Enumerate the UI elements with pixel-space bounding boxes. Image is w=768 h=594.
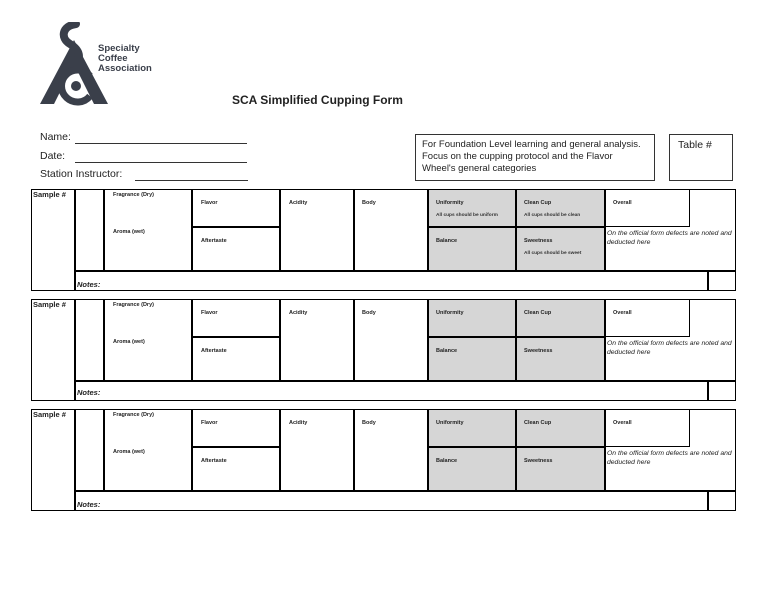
instructor-label: Station Instructor:	[40, 168, 123, 180]
instructor-line[interactable]	[135, 180, 248, 181]
sample-number-cell[interactable]	[31, 189, 75, 291]
sample-label: Sample #	[33, 410, 66, 419]
score-cell[interactable]	[75, 189, 104, 271]
balance-label: Balance	[436, 458, 458, 464]
name-line[interactable]	[75, 143, 247, 144]
clean-cup-label: Clean Cup	[524, 420, 552, 426]
notes-cell[interactable]	[75, 271, 708, 291]
balance-label: Balance	[436, 348, 458, 354]
notes-cell[interactable]	[75, 491, 708, 511]
logo-wordmark	[98, 44, 152, 74]
logo-line-3: Association	[98, 63, 152, 74]
notes-label: Notes:	[77, 388, 101, 397]
notes-label: Notes:	[77, 280, 101, 289]
total-cell[interactable]	[708, 491, 736, 511]
aftertaste-label: Aftertaste	[201, 458, 227, 464]
clean-cup-cell[interactable]	[516, 299, 605, 337]
sweetness-cell[interactable]	[516, 337, 605, 381]
uniformity-label: Uniformity	[436, 200, 464, 206]
total-cell[interactable]	[708, 381, 736, 401]
aftertaste-label: Aftertaste	[201, 348, 227, 354]
clean-cup-cell[interactable]	[516, 189, 605, 227]
score-cell[interactable]	[75, 299, 104, 381]
sweetness-label: Sweetness	[524, 458, 553, 464]
table-number-box[interactable]	[669, 134, 733, 181]
sample-label: Sample #	[33, 190, 66, 199]
uniformity-cell[interactable]	[428, 409, 516, 447]
aroma-label: Aroma (wet)	[113, 449, 145, 455]
clean-cup-note: All cups should be clean	[524, 213, 581, 218]
uniformity-note: All cups should be uniform	[436, 213, 498, 218]
sweetness-note: All cups should be sweet	[524, 251, 582, 256]
acidity-label: Acidity	[289, 420, 308, 426]
score-cell[interactable]	[75, 409, 104, 491]
fragrance-label: Fragrance (Dry)	[113, 412, 154, 418]
body-label: Body	[362, 310, 376, 316]
uniformity-label: Uniformity	[436, 310, 464, 316]
flavor-label: Flavor	[201, 310, 218, 316]
sweetness-cell[interactable]	[516, 447, 605, 491]
balance-cell[interactable]	[428, 447, 516, 491]
clean-cup-cell[interactable]	[516, 409, 605, 447]
clean-cup-label: Clean Cup	[524, 200, 552, 206]
body-label: Body	[362, 420, 376, 426]
uniformity-cell[interactable]	[428, 189, 516, 227]
balance-cell[interactable]	[428, 227, 516, 271]
flavor-cell[interactable]	[192, 299, 280, 337]
acidity-label: Acidity	[289, 200, 308, 206]
instructor-field[interactable]	[40, 168, 122, 180]
overall-label: Overall	[613, 420, 632, 426]
total-cell[interactable]	[708, 271, 736, 291]
notes-cell[interactable]	[75, 381, 708, 401]
sample-number-cell[interactable]	[31, 409, 75, 511]
body-label: Body	[362, 200, 376, 206]
aftertaste-cell[interactable]	[192, 227, 280, 271]
overall-label: Overall	[613, 310, 632, 316]
notes-label: Notes:	[77, 500, 101, 509]
aftertaste-label: Aftertaste	[201, 238, 227, 244]
balance-label: Balance	[436, 238, 458, 244]
logo-line-1: Specialty	[98, 43, 140, 54]
aftertaste-cell[interactable]	[192, 447, 280, 491]
flavor-cell[interactable]	[192, 409, 280, 447]
sample-label: Sample #	[33, 300, 66, 309]
date-field[interactable]	[40, 150, 65, 162]
sweetness-label: Sweetness	[524, 348, 553, 354]
defects-note: On the official form defects are noted and deducted here	[607, 450, 732, 466]
sweetness-label: Sweetness	[524, 238, 553, 244]
uniformity-cell[interactable]	[428, 299, 516, 337]
overall-label: Overall	[613, 200, 632, 206]
date-label: Date:	[40, 150, 66, 162]
flavor-label: Flavor	[201, 420, 218, 426]
aroma-label: Aroma (wet)	[113, 229, 145, 235]
aroma-label: Aroma (wet)	[113, 339, 145, 345]
sample-block-1	[31, 189, 736, 291]
fragrance-label: Fragrance (Dry)	[113, 192, 154, 198]
flavor-cell[interactable]	[192, 189, 280, 227]
name-label: Name:	[40, 131, 71, 143]
sample-block-2	[31, 299, 736, 401]
sample-number-cell[interactable]	[31, 299, 75, 401]
logo-line-2: Coffee	[98, 53, 128, 64]
uniformity-label: Uniformity	[436, 420, 464, 426]
fragrance-label: Fragrance (Dry)	[113, 302, 154, 308]
form-title: SCA Simplified Cupping Form	[232, 93, 403, 107]
info-box: For Foundation Level learning and general analysis. Focus on the cupping protocol and the Flavor Wheel's general categories	[415, 134, 655, 181]
defects-note: On the official form defects are noted and deducted here	[607, 230, 732, 246]
sweetness-cell[interactable]	[516, 227, 605, 271]
defects-note: On the official form defects are noted and deducted here	[607, 340, 732, 356]
name-field[interactable]	[40, 131, 71, 143]
acidity-label: Acidity	[289, 310, 308, 316]
table-label: Table #	[678, 139, 712, 151]
balance-cell[interactable]	[428, 337, 516, 381]
clean-cup-label: Clean Cup	[524, 310, 552, 316]
sample-block-3	[31, 409, 736, 511]
date-line[interactable]	[75, 162, 247, 163]
flavor-label: Flavor	[201, 200, 218, 206]
aftertaste-cell[interactable]	[192, 337, 280, 381]
